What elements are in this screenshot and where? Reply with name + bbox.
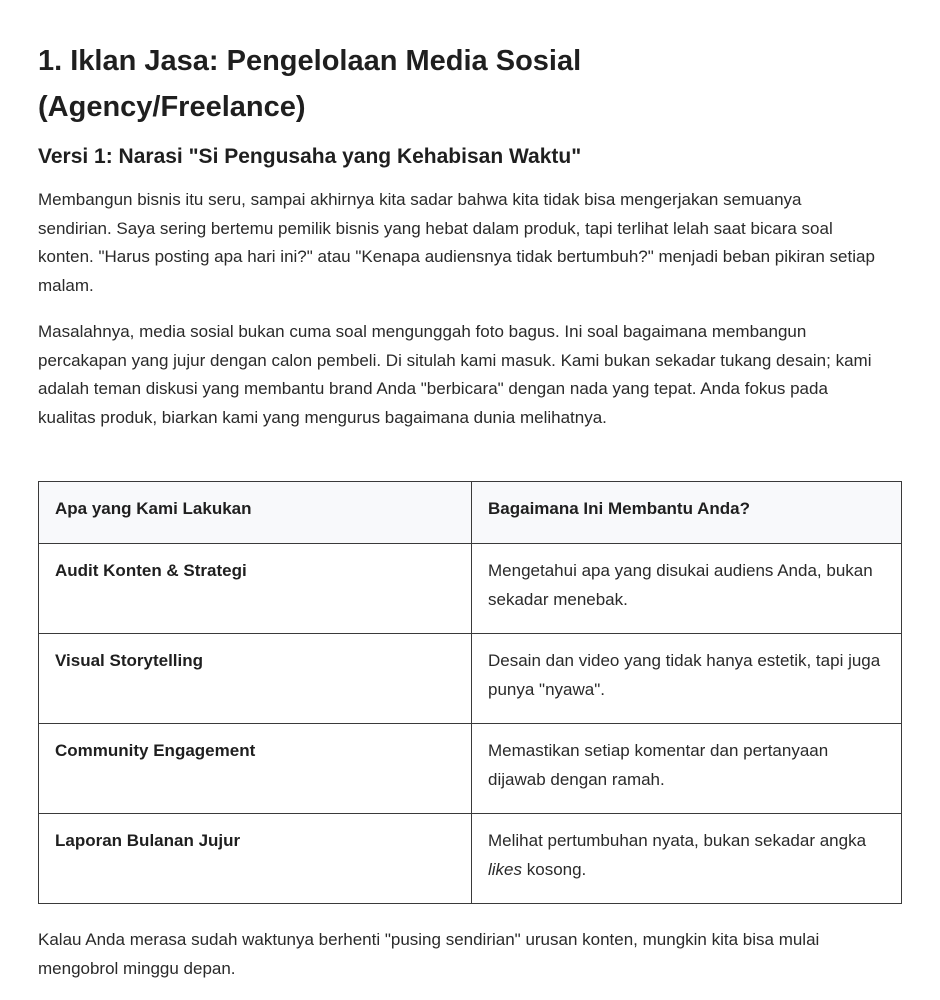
paragraph: Masalahnya, media sosial bukan cuma soal mengunggah foto bagus. Ini soal bagaimana membangun percakapan yang jujur dengan calon pembeli. Di situlah kami masuk. Kami bukan sekadar tukang desain; kami adalah teman diskusi yang membantu brand Anda "berbicara" dengan nada yang tepat. Anda fokus pada kualitas produk, biarkan kami yang mengurus bagaimana dunia melihatnya.: [38, 322, 872, 427]
page-title: 1. Iklan Jasa: Pengelolaan Media Sosial (Agency/Freelance): [38, 45, 582, 123]
services-table: [38, 481, 902, 904]
paragraph: Kalau Anda merasa sudah waktunya berhenti "pusing sendirian" urusan konten, mungkin kita bisa mulai mengobrol minggu depan.: [38, 930, 820, 978]
service-cell: Laporan Bulanan Jujur: [39, 814, 472, 904]
service-cell: Audit Konten & Strategi: [39, 544, 472, 634]
table-row: [39, 724, 902, 814]
table-row: [39, 544, 902, 634]
benefit-cell: Mengetahui apa yang disukai audiens Anda, bukan sekadar menebak.: [472, 544, 902, 634]
benefit-cell: [472, 814, 902, 904]
column-header: Bagaimana Ini Membantu Anda?: [472, 482, 902, 544]
benefit-text: kosong.: [522, 859, 587, 879]
section-heading: Versi 1: Narasi "Si Pengusaha yang Kehabisan Waktu": [38, 145, 582, 168]
column-header: Apa yang Kami Lakukan: [39, 482, 472, 544]
paragraph: Membangun bisnis itu seru, sampai akhirnya kita sadar bahwa kita tidak bisa mengerjakan semuanya sendirian. Saya sering bertemu pemilik bisnis yang hebat dalam produk, tapi terlihat lelah saat bicara soal konten. "Harus posting apa hari ini?" atau "Kenapa audiensnya tidak bertumbuh?" menjadi beban pikiran setiap malam.: [38, 190, 875, 295]
benefit-cell: Desain dan video yang tidak hanya estetik, tapi juga punya "nyawa".: [472, 634, 902, 724]
table-row: [39, 814, 902, 904]
benefit-emphasis: likes: [488, 859, 523, 879]
service-cell: Community Engagement: [39, 724, 472, 814]
service-cell: Visual Storytelling: [39, 634, 472, 724]
benefit-text: Melihat pertumbuhan nyata, bukan sekadar angka: [488, 831, 867, 850]
table-header-row: [39, 482, 902, 544]
table-row: [39, 634, 902, 724]
benefit-cell: Memastikan setiap komentar dan pertanyaan dijawab dengan ramah.: [472, 724, 902, 814]
